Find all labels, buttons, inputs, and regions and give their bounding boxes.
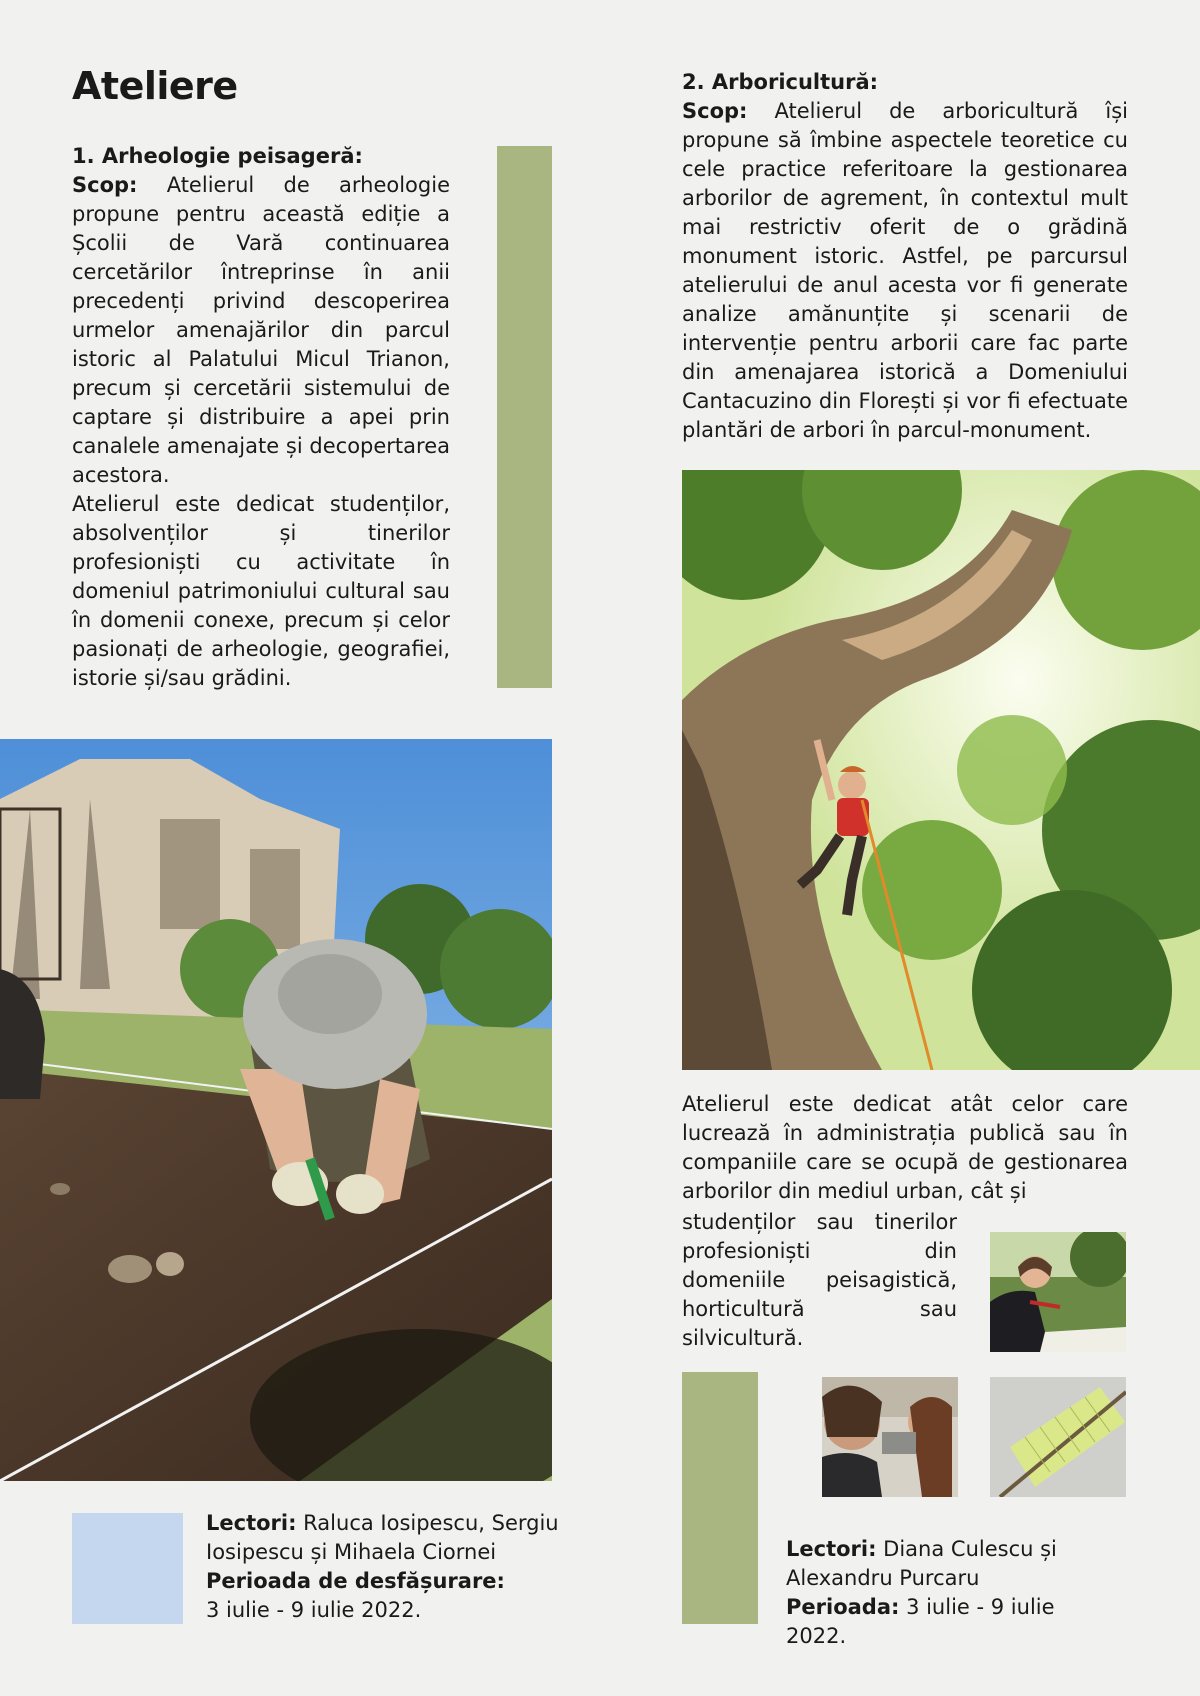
arboriculture-audience-text-continued: studenților sau tinerilor profesioniști din domeniile peisagistică, horticultură sau silvicultură. [682,1210,957,1350]
period-value: 3 iulie - 9 iulie 2022. [206,1598,422,1622]
period-value: 3 iulie - 9 iulie 2022. [786,1595,1055,1648]
tree-climber-photo [682,470,1200,1070]
lectors-label: Lectori: [206,1511,297,1535]
page-title: Ateliere [72,64,238,108]
lecturer-writing-photo [990,1232,1126,1352]
scope-label: Scop: [72,173,138,197]
students-group-photo [822,1377,958,1497]
workshop-archaeology-text [72,142,450,693]
decorative-green-bar [497,146,552,688]
decorative-green-bar-right [682,1372,758,1624]
lectors-archaeology [206,1509,566,1625]
lectors-label: Lectori: [786,1537,877,1561]
scope-text: Atelierul de arheologie propune pentru această ediție a Școlii de Vară continuarea cercetărilor întreprinse în anii precedenți privind descoperirea urmelor amenajărilor din parcul istoric al Palatului Micul Trianon, precum și cercetării sistemului de captare și distribuire a apei prin canalele amenajate și decopertarea acestora. [72,173,450,487]
scope-label: Scop: [682,99,748,123]
tree-tag-photo [990,1377,1126,1497]
lectors-names: Diana Culescu și Alexandru Purcaru [786,1537,1057,1590]
workshop-arboriculture-text [682,68,1128,445]
workshop-arboriculture-heading: 2. Arboricultură: [682,70,879,94]
lectors-names: Raluca Iosipescu, Sergiu Iosipescu și Mihaela Ciornei [206,1511,559,1564]
archaeology-dig-photo [0,739,552,1481]
period-label: Perioada de desfășurare: [206,1569,505,1593]
decorative-blue-square [72,1513,183,1624]
period-label: Perioada: [786,1595,900,1619]
workshop-archaeology-heading: 1. Arheologie peisageră: [72,144,363,168]
audience-text: Atelierul este dedicat studenților, absolvenților și tinerilor profesioniști cu activitate în domeniul patrimoniului cultural sau în domenii conexe, precum și celor pasionați de arheologie, geografiei, istorie și/sau grădini. [72,492,450,690]
lectors-arboriculture [786,1535,1116,1651]
arboriculture-audience-text: Atelierul este dedicat atât celor care lucrează în administrația publică sau în companiile care se ocupă de gestionarea arborilor din mediul urban, cât și [682,1092,1128,1203]
scope-text: Atelierul de arboricultură își propune să îmbine aspectele teoretice cu cele practice referitoare la gestionarea arborilor de agrement, în contextul mult mai restrictiv oferit de o grădină monument istoric. Astfel, pe parcursul atelierului de anul acesta vor fi generate analize amănunțite și scenarii de intervenție pentru arborii care fac parte din amenajarea istorică a Domeniului Cantacuzino din Florești și vor fi efectuate plantări de arbori în parcul-monument. [682,99,1128,442]
